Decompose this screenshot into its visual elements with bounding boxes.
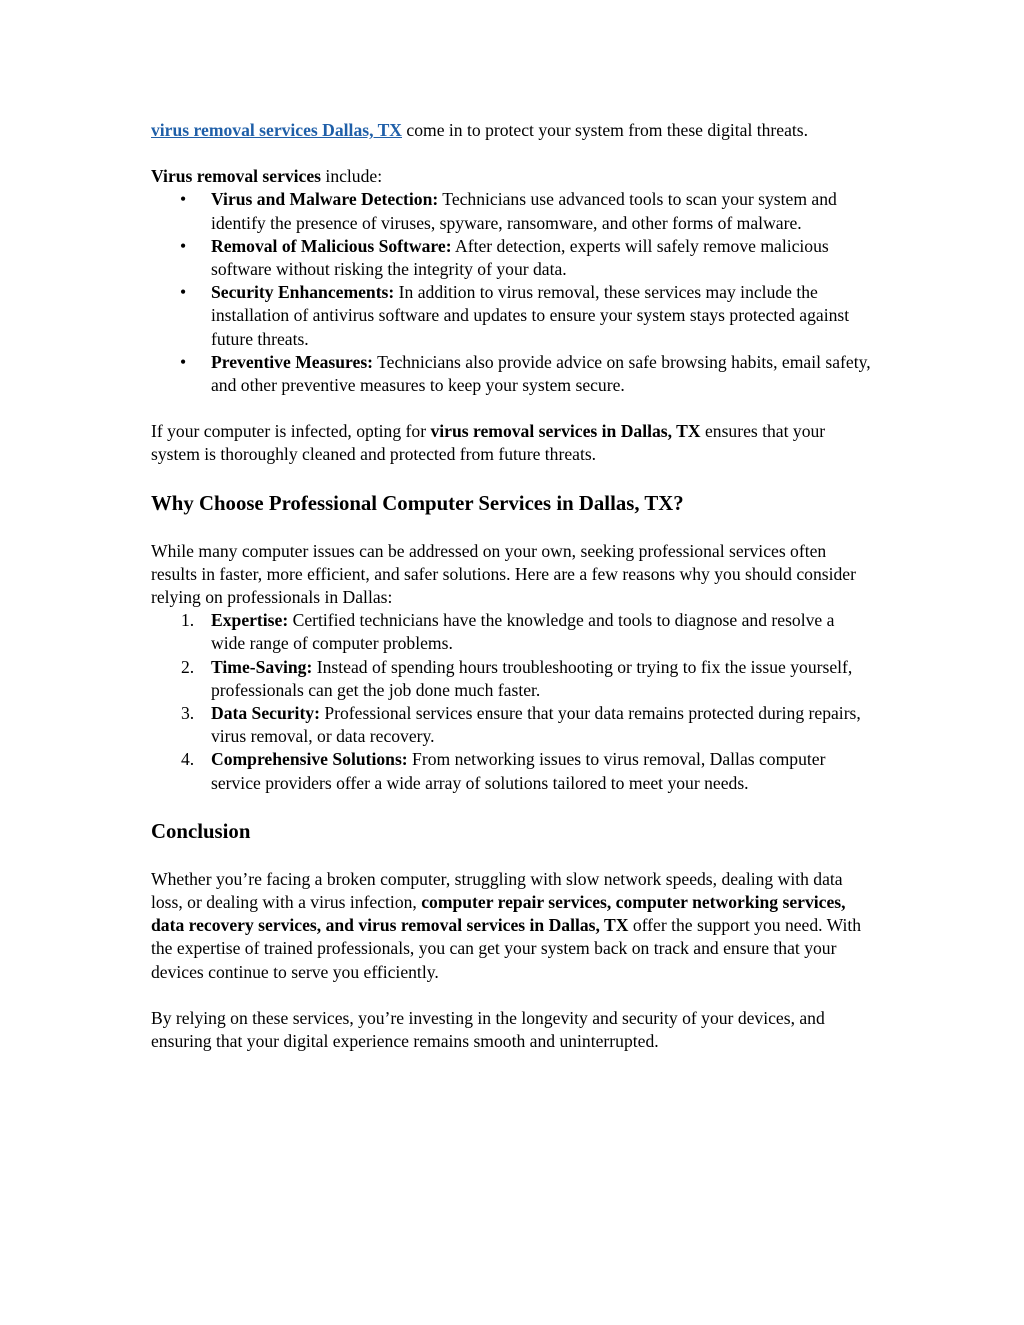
list-item — [151, 748, 871, 794]
list-item-title: Data Security: — [211, 703, 320, 724]
infected-post: ensures that your system is thoroughly cleaned and protected from future threats. — [151, 421, 826, 465]
list-item-title: Time-Saving: — [211, 656, 313, 677]
list-item — [151, 235, 871, 281]
list-item-title: Expertise: — [211, 610, 289, 631]
infected-bold: virus removal services in Dallas, TX — [430, 421, 701, 442]
intro-text: come in to protect your system from these digital threats. — [402, 120, 809, 140]
why-heading: Why Choose Professional Computer Services in Dallas, TX? — [151, 491, 684, 515]
list-item-title: Preventive Measures: — [211, 351, 374, 372]
list-number: 1. — [181, 610, 195, 631]
conclusion-heading: Conclusion — [151, 819, 251, 843]
list-item — [151, 609, 871, 655]
document-page — [151, 119, 871, 1053]
services-bullet-list — [151, 188, 871, 397]
list-item — [151, 351, 871, 397]
virus-removal-link[interactable]: virus removal services Dallas, TX — [151, 120, 403, 140]
infected-paragraph — [151, 420, 871, 466]
conclusion-post: offer the support you need. With the expertise of trained professionals, you can get your system back on track and ensure that your devices continue to serve you efficiently. — [151, 915, 862, 982]
list-item-text: Technicians also provide advice on safe browsing habits, email safety, and other preventive measures to keep your system secure. — [211, 351, 871, 396]
includes-text: include: — [321, 166, 383, 187]
list-item — [151, 188, 871, 234]
list-item-text: Professional services ensure that your data remains protected during repairs, virus removal, or data recovery. — [211, 703, 861, 747]
why-paragraph: While many computer issues can be addressed on your own, seeking professional services often results in faster, more efficient, and safer solutions. Here are a few reasons why you should consider relying on professionals in Dallas: — [151, 540, 856, 608]
list-item-title: Comprehensive Solutions: — [211, 749, 408, 770]
list-number: 2. — [181, 656, 195, 677]
conclusion-pre: Whether you’re facing a broken computer, struggling with slow network speeds, dealing with data loss, or dealing with a virus infection, — [151, 868, 843, 913]
list-item-title: Virus and Malware Detection: — [211, 189, 439, 210]
list-item — [151, 702, 871, 748]
includes-bold: Virus removal services — [151, 166, 322, 187]
includes-paragraph — [151, 165, 871, 188]
list-item-title: Removal of Malicious Software: — [211, 235, 452, 256]
intro-paragraph — [151, 119, 871, 142]
list-item-text: In addition to virus removal, these services may include the installation of antivirus software and updates to ensure your system stays protected against future threats. — [211, 282, 850, 349]
closing-paragraph: By relying on these services, you’re investing in the longevity and security of your devices, and ensuring that your digital experience remains smooth and uninterrupted. — [151, 1007, 825, 1052]
list-item-text: Instead of spending hours troubleshooting or trying to fix the issue yourself, professionals can get the job done much faster. — [211, 656, 853, 700]
list-item-text: Technicians use advanced tools to scan your system and identify the presence of viruses, spyware, ransomware, and other forms of malware. — [211, 189, 837, 233]
list-item — [151, 281, 871, 351]
list-item-title: Security Enhancements: — [211, 282, 395, 303]
conclusion-paragraph — [151, 868, 871, 984]
list-item-text: Certified technicians have the knowledge and tools to diagnose and resolve a wide range of computer problems. — [211, 610, 835, 654]
infected-pre: If your computer is infected, opting for — [151, 421, 431, 442]
list-number: 3. — [181, 703, 195, 724]
list-item-text: After detection, experts will safely remove malicious software without risking the integrity of your data. — [211, 235, 829, 280]
list-item — [151, 656, 871, 702]
conclusion-bold: computer repair services, computer networking services, data recovery services, and virus removal services in Dallas, TX — [151, 892, 846, 936]
list-item-text: From networking issues to virus removal, Dallas computer service providers offer a wide array of solutions tailored to meet your needs. — [211, 749, 826, 793]
reasons-numbered-list — [151, 609, 871, 795]
list-number: 4. — [181, 749, 195, 770]
